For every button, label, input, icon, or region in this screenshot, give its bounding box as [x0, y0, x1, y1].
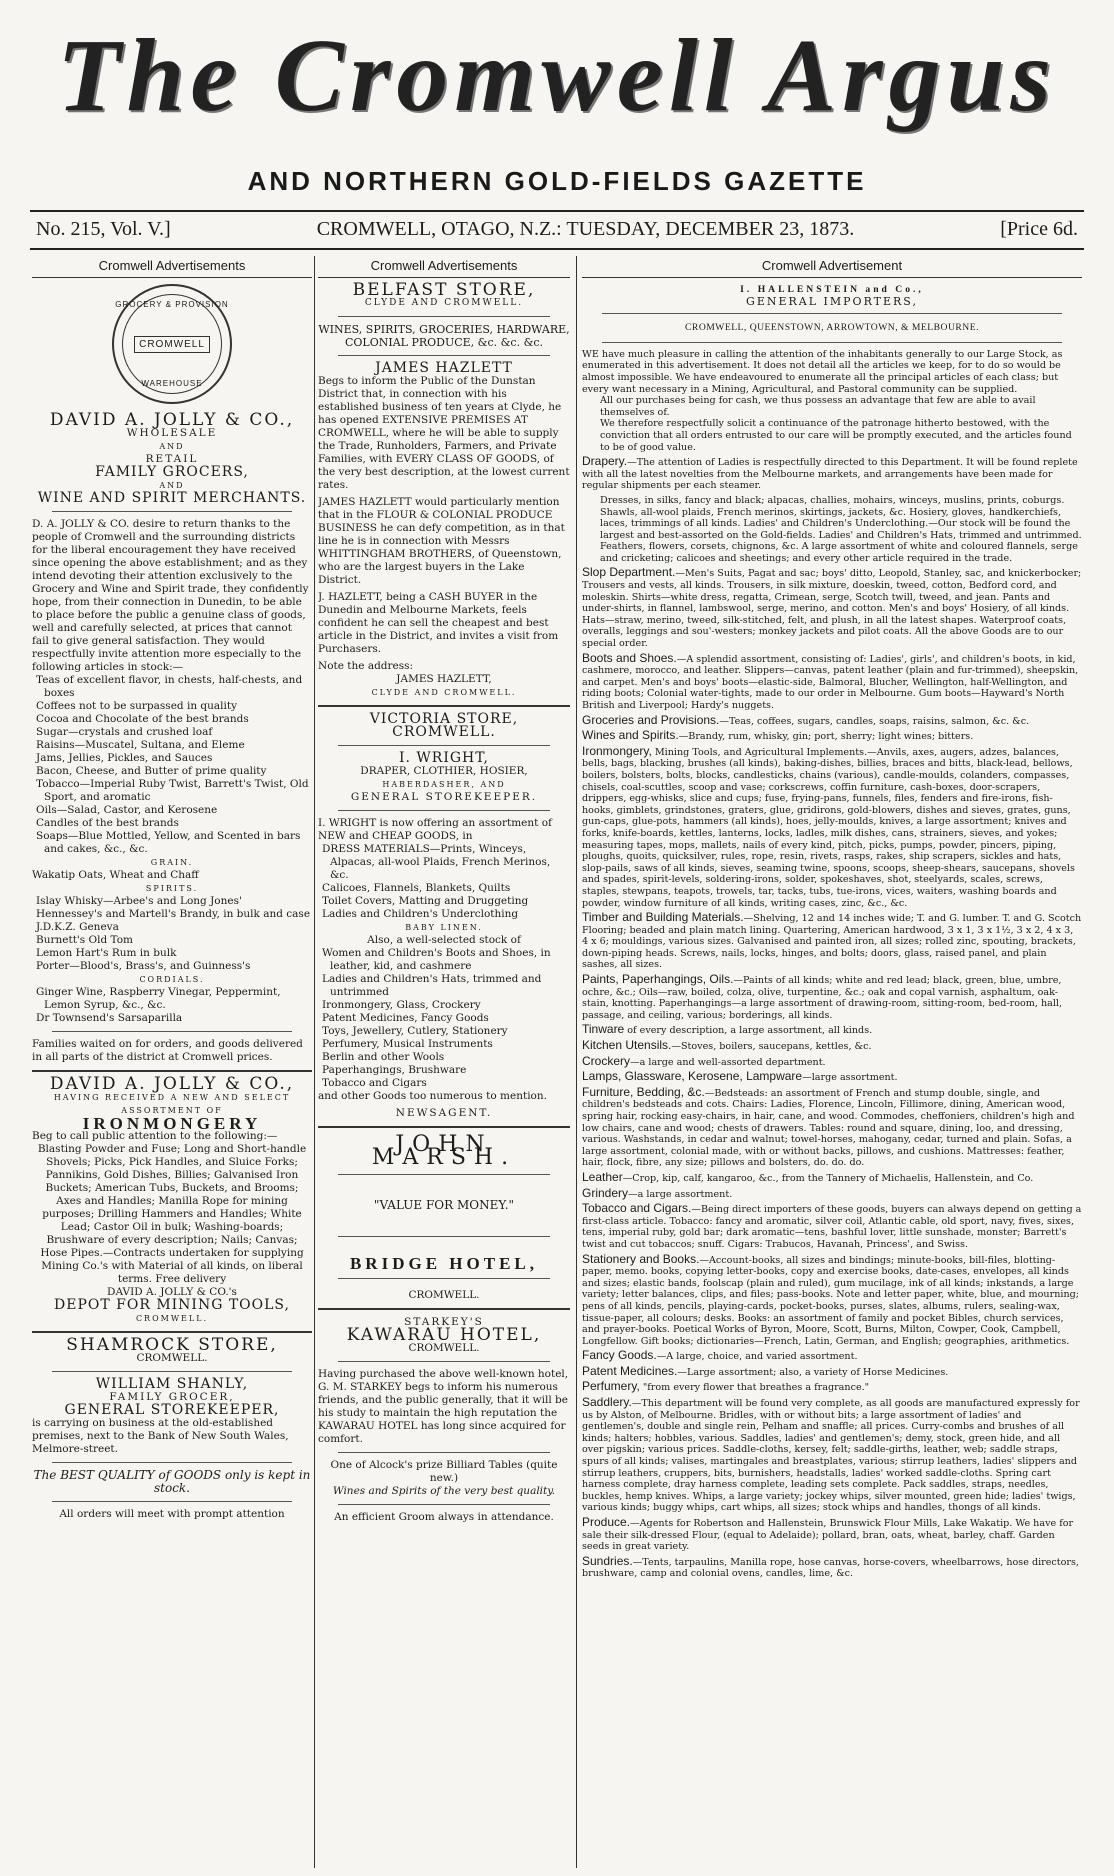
list-item: Candles of the best brands — [36, 817, 179, 829]
list-item: Tobacco and Cigars — [322, 1077, 427, 1089]
ad-separator — [32, 1331, 312, 1333]
stamp-bottom-text: WAREHOUSE — [141, 379, 203, 388]
ad-body: JAMES HAZLETT would particularly mention that in the FLOUR & COLONIAL PRODUCE BUSINESS he can defy competition, as in that line he is in connection with Messrs WHITTINGHAM BROTHERS, of Queenstown, who are the largest buyers in the Lake District. — [318, 496, 565, 586]
ad-line: HABERDASHER, AND — [382, 780, 506, 789]
list-item: Ladies and Children's Hats, trimmed and untrimmed — [322, 973, 542, 998]
cordials-list — [32, 986, 312, 1025]
ad-title: SHAMROCK STORE, — [66, 1335, 278, 1355]
department-name: Tobacco and Cigars. — [582, 1201, 692, 1216]
divider — [338, 316, 550, 317]
ad-body: All our purchases being for cash, we thus possess an advantage that few are able to avail themselves of. — [600, 395, 1036, 418]
department-entry — [582, 1203, 1082, 1250]
divider — [52, 1371, 292, 1372]
ad-intro: I. WRIGHT is now offering an assortment of NEW and CHEAP GOODS, in — [318, 817, 552, 842]
department-name: Fancy Goods. — [582, 1348, 657, 1363]
ad-line: One of Alcock's prize Billiard Tables (quite new.) — [330, 1459, 558, 1484]
ad-body: Blasting Powder and Fuse; Long and Short-handle Shovels; Picks, Pick Handles, and Sluice Forks; Pannikins, Gold Dishes, Billies; Galvanised Iron Buckets; American Tubs, Buckets, and Brooms; Axes and Handles; Manilla Rope for mining purposes; Drilling Hammers and Handles; White Lead; Castor Oil in bulk; Washing-boards; Brushware of every description; Nails; Canvas; Hose Pipes.—Contracts undertaken for supplying Mining Co.'s with Material of all kinds, on liberal terms. Free delivery — [37, 1143, 307, 1285]
department-text: —Crop, kip, calf, kangaroo, &c., from the Tannery of Michaelis, Hallenstein, and Co. — [622, 1172, 1034, 1184]
department-name: Paints, Paperhangings, Oils. — [582, 972, 734, 987]
department-name: Timber and Building Materials. — [582, 910, 744, 925]
column-divider — [576, 256, 577, 1868]
ad-line: DEPOT FOR MINING TOOLS, — [54, 1297, 290, 1313]
list-heading: GRAIN. — [150, 858, 194, 867]
divider — [338, 355, 550, 356]
ad-line: AND — [159, 442, 185, 451]
list-item: Perfumery, Musical Instruments — [322, 1038, 493, 1050]
list-item: Ladies and Children's Underclothing — [322, 908, 519, 920]
ad-separator — [318, 705, 570, 707]
department-text: —Teas, coffees, sugars, candles, soaps, raisins, salmon, &c. &c. — [719, 715, 1030, 727]
issue-number: No. 215, Vol. V.] — [36, 218, 171, 240]
divider — [338, 1452, 550, 1453]
list-item: Women and Children's Boots and Shoes, in leather, kid, and cashmere — [322, 947, 551, 972]
department-name: Boots and Shoes. — [582, 650, 677, 665]
department-entry — [582, 1071, 1082, 1084]
department-name: Grindery — [582, 1185, 629, 1200]
department-entry — [582, 1381, 1082, 1394]
dateline-top-rule — [30, 210, 1084, 212]
department-text: —Tents, tarpaulins, Manilla rope, hose canvas, horse-covers, wheelbarrows, hose directors, brushware, camp and colonial ovens, candles, lime, &c. — [582, 1556, 1079, 1580]
list-heading: CORDIALS. — [139, 975, 205, 984]
list-item: Hennessey's and Martell's Brandy, in bulk and case — [36, 908, 311, 920]
warehouse-stamp — [112, 284, 232, 404]
department-text: —Stoves, boilers, saucepans, kettles, &c. — [671, 1041, 872, 1053]
ad-line: CROMWELL. — [135, 1314, 209, 1323]
dateline — [36, 218, 1078, 241]
ad-line: Also, a well-selected stock of — [367, 934, 521, 946]
department-text: —Account-books, all sizes and bindings; minute-books, bill-files, blotting-paper, memo. books, copying letter-books, copy and exercise books, date-cases, envelopes, all kinds and sizes; elastic bands, foolscap (plain and ruled), gum mucilage, ink of all kinds; inkstands, a large variety; letter balances, clips, and files; pass-books. Note and letter paper, white, blue, and mourning; pens of all kinds, pencils, playing-cards, pocket-books, purses, slates, albums, rulers, sealing-wax, tissue-paper, all colours; desks. Books: an assortment of family and pocket Bibles, church services, and prayer-books. Poetical Works of Byron, Moore, Scott, Burns, Milton, Cowper, Cook, Campbell, Longfellow. Gift books; dictionaries—French, Latin, German, and English; geographies, arithmetics. — [582, 1254, 1079, 1347]
ad-line: RETAIL — [145, 453, 199, 465]
list-item: Jams, Jellies, Pickles, and Sauces — [36, 752, 213, 764]
ad-body: is carrying on business at the old-established premises, next to the Bank of New South Wales, Melmore-street. — [32, 1417, 289, 1455]
department-entry — [582, 712, 1082, 728]
divider — [52, 1462, 292, 1463]
ad-line: WINE AND SPIRIT MERCHANTS. — [37, 490, 307, 506]
spirits-list — [32, 895, 312, 973]
ad-owner: STARKEY'S — [404, 1316, 484, 1328]
list-item: Teas of excellent flavor, in chests, half-chests, and boxes — [36, 674, 303, 699]
divider — [52, 1501, 292, 1502]
ad-title: JOHN MARSH. — [371, 1132, 517, 1170]
ad-line: FAMILY GROCER, — [109, 1391, 235, 1403]
list-item: Ginger Wine, Raspberry Vinegar, Peppermint, Lemon Syrup, &c., &c. — [36, 986, 281, 1011]
department-entry — [582, 1397, 1082, 1514]
department-text: —The attention of Ladies is respectfully directed to this Department. It will be found replete with all the latest novelties from the Melbourne markets, and arrangements have been made for regular shipments per each steamer. — [582, 457, 1078, 492]
department-name: Lamps, Glassware, Kerosene, Lampware — [582, 1069, 803, 1084]
department-entry — [582, 1185, 1082, 1201]
department-entry — [582, 495, 1082, 565]
goods-list — [318, 843, 570, 921]
department-name: Leather — [582, 1169, 623, 1184]
divider — [602, 313, 1062, 314]
ad-line: CROMWELL. — [408, 1342, 480, 1354]
department-name: Patent Medicines. — [582, 1363, 678, 1378]
firm-towns: CROMWELL, QUEENSTOWN, ARROWTOWN, & MELBOURNE. — [685, 322, 979, 334]
department-entry — [582, 1363, 1082, 1379]
advertiser-name: DAVID A. JOLLY & CO., — [49, 1074, 295, 1094]
list-item: Wakatip Oats, Wheat and Chaff — [32, 869, 199, 881]
ad-line: CROMWELL. — [136, 1352, 208, 1364]
ad-line: DRAPER, CLOTHIER, HOSIER, — [360, 765, 528, 777]
department-name: Perfumery, — [582, 1379, 640, 1394]
ad-line: Wines and Spirits of the very best quality. — [332, 1485, 556, 1497]
ad-line: CROMWELL. — [408, 1289, 480, 1301]
column-header: Cromwell Advertisements — [32, 256, 312, 278]
department-name: Stationery and Books. — [582, 1251, 700, 1266]
ad-body: J. HAZLETT, being a CASH BUYER in the Dunedin and Melbourne Markets, feels confident he can sell the cheapest and best article in the District, and invites a visit from Purchasers. — [318, 591, 559, 655]
divider — [338, 1361, 550, 1362]
list-heading: BABY LINEN. — [405, 923, 483, 932]
department-entry — [582, 650, 1082, 712]
list-item: Ironmongery, Glass, Crockery — [322, 999, 481, 1011]
list-item: Toilet Covers, Matting and Druggeting — [322, 895, 529, 907]
list-item: Tobacco—Imperial Ruby Twist, Barrett's Twist, Old Sport, and aromatic — [36, 778, 309, 803]
ad-line: CLYDE AND CROMWELL. — [364, 298, 524, 308]
ad-footer: All orders will meet with prompt attention — [59, 1508, 285, 1520]
department-entry — [582, 912, 1082, 971]
ad-footer: Families waited on for orders, and goods delivered in all parts of the district at Cromwell prices. — [32, 1038, 303, 1063]
ad-owner: I. WRIGHT, — [398, 750, 489, 766]
ad-line: and other Goods too numerous to mention. — [318, 1090, 547, 1102]
list-item: Burnett's Old Tom — [36, 934, 134, 946]
department-text: —This department will be found very complete, as all goods are manufactured expressly for us by Alston, of Melbourne. Bridles, with or without bits; a large assortment of ladies' and gentlemen's, double and single rein, Pelham and snaffle; all prices. Curry-combs and brushes of all kinds; halters; hobbles, various. Saddles, ladies' and gentlemen's; demy, stock, green hide, and all over pigskin; various prices. Saddle-cloths, kersey, felt; saddle-girths, leather, web; saddle straps, spurs of all kinds; valises, martingales and breastplates, various; stirrup leathers, ladies' slippers and stirrup leathers, cruppers, bits, burnishers, headstalls, ladies' worked saddle-cloths. Spring cart harness complete, dray harness complete, leading sets complete. Pack saddles, straps, needles, buckles, hemp knives. Whips, a large variety; jockey whips, silver mounted, green hide; ladies' twigs, various kinds; buggy whips, cart whips, all sizes; stock whips and handles, thongs of all kinds. — [582, 1398, 1080, 1514]
newspaper-title: The Cromwell Argus — [57, 18, 1057, 133]
list-item: Islay Whisky—Arbee's and Long Jones' — [36, 895, 242, 907]
department-name: Tinware — [582, 1022, 625, 1037]
department-text: —Paints of all kinds; white and red lead; black, green, blue, umbre, ochre, &c.; Oils—raw, boiled, colza, olive, turpentine, &c.; oak and copal varnish, asphaltum, oak-stain, knotting. Paperhangings—a large assortment of drawing-room, sitting-room, bed-room, hall, passage, and ceiling, various; borderings, all kinds. — [582, 975, 1063, 1021]
list-heading: SPIRITS. — [145, 884, 199, 893]
list-item: Patent Medicines, Fancy Goods — [322, 1012, 489, 1024]
ad-title: KAWARAU HOTEL, — [346, 1325, 542, 1345]
ad-line: FAMILY GROCERS, — [95, 464, 249, 480]
place-date: CROMWELL, OTAGO, N.Z.: TUESDAY, DECEMBER 23, 1873. — [316, 218, 855, 240]
department-text: —large assortment. — [802, 1072, 898, 1084]
divider — [338, 1504, 550, 1505]
department-name: Produce. — [582, 1515, 631, 1529]
department-text: —Men's Suits, Pagat and sac; boys' ditto, Leopold, Stanley, sac, and knickerbocker; Trousers and vests, all kinds. Trousers, in silk mixture, doeskin, tweed, cotton, Bedford cord, and moleskin. Shirts—white dress, regatta, Crimean, serge, Scotch twill, tweed, and jean. Pants and under-shirts, in flannel, lambswool, serge, merino, and cotton. Men's and boys' Hosiery, of all kinds. Hats—straw, merino, tweed, silk-stitched, felt, and plush, in all the latest shapes. Waterproof coats, overalls, leggings and sou'-westers; monkey jackets and pilot coats. All the above Goods are to our special order. — [582, 568, 1082, 650]
advertiser-name: DAVID A. JOLLY & CO., — [49, 410, 295, 430]
list-item: Paperhangings, Brushware — [322, 1064, 467, 1076]
department-name: Sundries. — [582, 1553, 633, 1568]
department-text: —Brandy, rum, whisky, gin; port, sherry; light wines; bitters. — [678, 731, 974, 743]
department-text: Mining Tools, and Agricultural Implements.—Anvils, axes, augers, adzes, balances, bells, bags, blacking, brushes (all kinds), baking-dishes, billies, braces and bitts, black-lead, bellows, boilers, bolsters, bolts, blocks, candlesticks, chains (various), candle-moulds, colanders, compasses, chisels, coal-scuttles, scoop and vase; corkscrews, coffin furniture, cash-boxes, door-scrapers, drippers, egg-whisks, slice and cups; fuse, frying-pans, funnels, files, fenders and fire-irons, fish-hooks, gimblets, grindstones, graters, glue, gridirons, gold-blowers, dishes and sieves, grates, guns, gun-caps, glue-pots, hammers (all kinds), hoes, jelly-moulds, knives, a large assortment; knives and forks, knife-boards, kettles, lanterns, locks, ladles, milk dishes, cans, strainers, sieves, and yokes; measuring tapes, mops, mallets, nails of every kind, pitch, picks, pumps, powder, pincers, piping, ploughs, quoits, quicksilver, rules, rope, resin, rivets, rasps, rakes, ship scrapers, sickles and hats, slop-pails, saws of all kinds, sieves, seaming twine, spoons, scoops, sheep-shears, saucepans, shovels and spades, spirit-levels, soldering-irons, solder, spokeshaves, shot, steelyards, scales, screws, staples, stewpans, teapots, trowels, tar, tacks, tubs, tue-irons, vices, waiters, washing boards and powder, window furniture of all kinds, writing cases, zinc, &c., &c. — [582, 746, 1075, 909]
stamp-center-text: CROMWELL — [134, 336, 210, 353]
ad-line: AND — [159, 481, 185, 490]
ad-owner: WILLIAM SHANLY, — [95, 1376, 249, 1392]
divider — [602, 342, 1062, 343]
department-name: Ironmongery, — [582, 743, 652, 758]
ad-line: An efficient Groom always in attendance. — [334, 1511, 554, 1523]
department-text: —Large assortment; also, a variety of Horse Medicines. — [677, 1366, 949, 1378]
department-text: —Shelving, 12 and 14 inches wide; T. and G. lumber. T. and G. Scotch Flooring; beaded and plain match lining. Quartering, American hardwood, 3 x 1, 3 x 1½, 3 x 2, 4 x 3, 4 x 6; mouldings, various sizes. Galvanised and painted iron, all sizes; rolled zinc, spouting, brackets, down-piping heads. Screws, nails, locks, hinges, and bolts; doors, glass, raised panel, and plain sashes, all sizes. — [582, 913, 1082, 971]
department-entry — [582, 1169, 1082, 1185]
ad-motto: "VALUE FOR MONEY." — [373, 1198, 515, 1212]
divider — [338, 1278, 550, 1279]
department-entry — [582, 567, 1082, 649]
list-item: Cocoa and Chocolate of the best brands — [36, 713, 249, 725]
ad-separator — [32, 1070, 312, 1072]
department-name: Kitchen Utensils. — [582, 1038, 672, 1053]
department-entry — [582, 1084, 1082, 1169]
department-name: Groceries and Provisions. — [582, 712, 720, 727]
ad-line: CLYDE AND CROMWELL. — [371, 688, 517, 697]
department-entry — [582, 456, 1082, 492]
department-name: Furniture, Bedding, &c. — [582, 1084, 705, 1099]
divider — [52, 1031, 292, 1032]
list-item: Berlin and other Wools — [322, 1051, 445, 1063]
ad-body: D. A. JOLLY & CO. desire to return thanks to the people of Cromwell and the surrounding districts for the liberal encouragement they have received since opening the above establishment; and as they intend devoting their attention exclusively to the Grocery and Wine and Spirit trade, they confidently hope, from their connection in Dunedin, to be able to place before the public a genuine class of goods, well and carefully selected, at prices that cannot fail to give general satisfaction. They would respectfully invite attention more especially to the following articles in stock:— — [32, 518, 309, 673]
column-header: Cromwell Advertisements — [318, 256, 570, 278]
divider — [52, 511, 292, 512]
department-name: Crockery — [582, 1053, 631, 1068]
ad-line: ASSORTMENT OF — [121, 1106, 223, 1115]
column-2 — [318, 256, 570, 1868]
list-item: Calicoes, Flannels, Blankets, Quilts — [322, 882, 511, 894]
department-text: —Being direct importers of these goods, buyers can always depend on getting a first-class article. Tobacco: fancy and aromatic, silver coil, Atlantic cable, old sport, navy, fives, sixes, tens, imperial ruby, gold bar; dark aromatic—tens, bashful lover, little sunshade, monster; Barrett's twist and cut tobaccos; snuff. Cigars: Trabucos, Havanah, Princess', and Swiss. — [582, 1204, 1082, 1250]
department-text: —A splendid assortment, consisting of: Ladies', girls', and children's boots, in kid, cashmere, morocco, and leather. Slippers—canvas, patent leather (plain and fur-trimmed), sheepskin, and carpet. Men's and boys' boots—elastic-side, Balmoral, Blucher, Wellington, half-Wellington, and riding boots; Colonial water-tights, made to our order in Melbourne. Gum boots—Hayward's North British and Liverpool; Hardy's nuggets. — [582, 653, 1079, 711]
newspaper-subtitle: AND NORTHERN GOLD-FIELDS GAZETTE — [247, 166, 867, 196]
ad-intro: Beg to call public attention to the following:— — [32, 1130, 278, 1142]
department-text: of every description, a large assortment, all kinds. — [624, 1025, 873, 1037]
ad-sign: DAVID A. JOLLY & CO.'s — [107, 1286, 237, 1298]
column-header: Cromwell Advertisement — [582, 256, 1082, 278]
price: [Price 6d. — [1000, 218, 1078, 240]
list-item: Sugar—crystals and crushed loaf — [36, 726, 213, 738]
ad-line: GENERAL STOREKEEPER, — [64, 1402, 280, 1418]
list-item: Porter—Blood's, Brass's, and Guinness's — [36, 960, 251, 972]
firm-subtitle: GENERAL IMPORTERS, — [746, 294, 918, 308]
column-3 — [582, 256, 1082, 1868]
department-name: Slop Department. — [582, 565, 676, 580]
column-1 — [32, 256, 312, 1868]
divider — [338, 810, 550, 811]
ad-line: WINES, SPIRITS, GROCERIES, HARDWARE, COLONIAL PRODUCE, &c. &c. &c. — [318, 323, 570, 349]
department-entry — [582, 1553, 1082, 1580]
ad-owner: JAMES HAZLETT — [375, 360, 513, 376]
ad-body: Having purchased the above well-known hotel, G. M. STARKEY begs to inform his numerous friends, and the public generally, that it will be his study to maintain the high reputation the KAWARAU HOTEL has long since acquired for comfort. — [318, 1368, 569, 1445]
department-entry — [582, 1517, 1082, 1553]
ad-line: NEWSAGENT. — [395, 1107, 493, 1119]
list-item: J.D.K.Z. Geneva — [36, 921, 119, 933]
department-entry — [582, 1040, 1082, 1053]
list-item: Bacon, Cheese, and Butter of prime quality — [36, 765, 267, 777]
ad-title: BELFAST STORE, — [352, 280, 536, 300]
firm-name: I. HALLENSTEIN and Co., — [740, 284, 924, 295]
list-item: Toys, Jewellery, Cutlery, Stationery — [322, 1025, 508, 1037]
department-text: —Bedsteads: an assortment of French and stump double, single, and children's bedsteads and cots. Chairs: Ladies, Florence, Lincoln, Fillimore, dining, American wood, spring hair, rocking easy-chairs, in hair, cane, and wood. Commodes, cheffoniers, children's high and low chairs, cane and wood; chests of drawers. Tables: round and square, dining, loo, and dressing, various. Washstands, in cedar and walnut; towel-horses, mahogany, cedar, turned and plain. Sofas, a large assortment, colonial made, with or without backs, pillows, and cushions. Mattresses: feather, hair, flock, fibre, any size; pillows and bolsters, do. do. do. — [582, 1087, 1075, 1169]
ad-body: We therefore respectfully solicit a continuance of the patronage hitherto bestowed, with the conviction that all orders entrusted to our care will be promptly executed, and the articles found to be of good value. — [600, 418, 1072, 453]
list-item: Coffees not to be surpassed in quality — [36, 700, 238, 712]
department-name: Drapery. — [582, 454, 628, 469]
divider — [338, 1236, 550, 1237]
ad-line: WHOLESALE — [126, 427, 218, 439]
ad-title: VICTORIA STORE, CROMWELL. — [369, 711, 519, 740]
divider — [338, 745, 550, 746]
department-entry — [582, 743, 1082, 909]
department-text: "from every flower that breathes a fragrance." — [639, 1382, 870, 1394]
stock-list — [32, 674, 312, 856]
ad-sign: JAMES HAZLETT, — [396, 673, 492, 685]
column-divider — [314, 256, 315, 1868]
ad-line: HAVING RECEIVED A NEW AND SELECT — [53, 1093, 291, 1102]
list-item: Lemon Hart's Rum in bulk — [36, 947, 177, 959]
ad-line: GENERAL STOREKEEPER. — [350, 791, 538, 803]
ad-separator — [318, 1308, 570, 1310]
department-entry — [582, 1251, 1082, 1348]
list-item: Soaps—Blue Mottled, Yellow, and Scented in bars and cakes, &c., &c. — [36, 830, 301, 855]
department-text: —a large and well-assorted department. — [630, 1056, 826, 1068]
ad-note: Note the address: — [318, 660, 414, 672]
ad-separator — [318, 1126, 570, 1128]
ad-title: BRIDGE HOTEL, — [349, 1254, 539, 1273]
ad-title: IRONMONGERY — [82, 1114, 262, 1133]
department-text: —a large assortment. — [628, 1188, 733, 1200]
divider — [338, 1174, 550, 1175]
ad-body: WE have much pleasure in calling the attention of the inhabitants generally to our Large Stock, as enumerated in this advertisement. It does not detail all the articles we keep, for to do so would be almost impossible. We have endeavoured to enumerate all the principal articles of each class; but every want necessary in a Mining, Agricultural, and Pastoral community can be supplied. — [582, 348, 1063, 395]
stamp-top-text: GROCERY & PROVISION — [115, 300, 229, 309]
department-entry — [582, 730, 1082, 743]
department-list — [582, 456, 1082, 1580]
list-item: DRESS MATERIALS—Prints, Winceys, Alpacas, all-wool Plaids, French Merinos, &c. — [322, 843, 551, 881]
department-text: Dresses, in silks, fancy and black; alpacas, challies, mohairs, winceys, muslins, prints, coburgs. Shawls, all-wool plaids, French merinos, skirtings, jackets, &c. Hosiery, gloves, handkerchiefs, laces, trimmings of all kinds. Ladies' and Children's Underclothing.—Our stock will be found the largest and best-assorted on the Gold-fields. Ladies' and Children's Hats, trimmed and untrimmed. Feathers, flowers, corsets, chignons, &c. A large assortment of white and coloured flannels, serge and cricketing; calicoes and sheetings; and every other article required in the trade. — [600, 494, 1082, 564]
department-text: —A large, choice, and varied assortment. — [656, 1351, 858, 1363]
department-entry — [582, 974, 1082, 1021]
list-item: Dr Townsend's Sarsaparilla — [36, 1012, 183, 1024]
department-name: Wines and Spirits. — [582, 728, 679, 743]
list-item: Oils—Salad, Castor, and Kerosene — [36, 804, 218, 816]
goods-list — [318, 947, 570, 1090]
masthead — [30, 6, 1084, 166]
department-entry — [582, 1024, 1082, 1037]
list-item: Raisins—Muscatel, Sultana, and Eleme — [36, 739, 245, 751]
department-entry — [582, 1053, 1082, 1069]
dateline-bottom-rule — [30, 248, 1084, 250]
department-entry — [582, 1350, 1082, 1363]
ad-motto: The BEST QUALITY of GOODS only is kept in stock. — [33, 1468, 311, 1495]
ad-body: Begs to inform the Public of the Dunstan District that, in connection with his established business of ten years at Clyde, he has opened EXTENSIVE PREMISES AT CROMWELL, where he will be able to supply the Trade, Runholders, Farmers, and Private Families, with EVERY CLASS OF GOODS, of the very best description, at the lowest current rates. — [318, 375, 570, 491]
department-name: Saddlery. — [582, 1395, 632, 1410]
department-text: —Agents for Robertson and Hallenstein, Brunswick Flour Mills, Lake Wakatip. We have for sale their silk-dressed Flour, (equal to Adelaide); pollard, bran, oats, wheat, barley, chaff. Garden seeds in great variety. — [582, 1518, 1074, 1553]
